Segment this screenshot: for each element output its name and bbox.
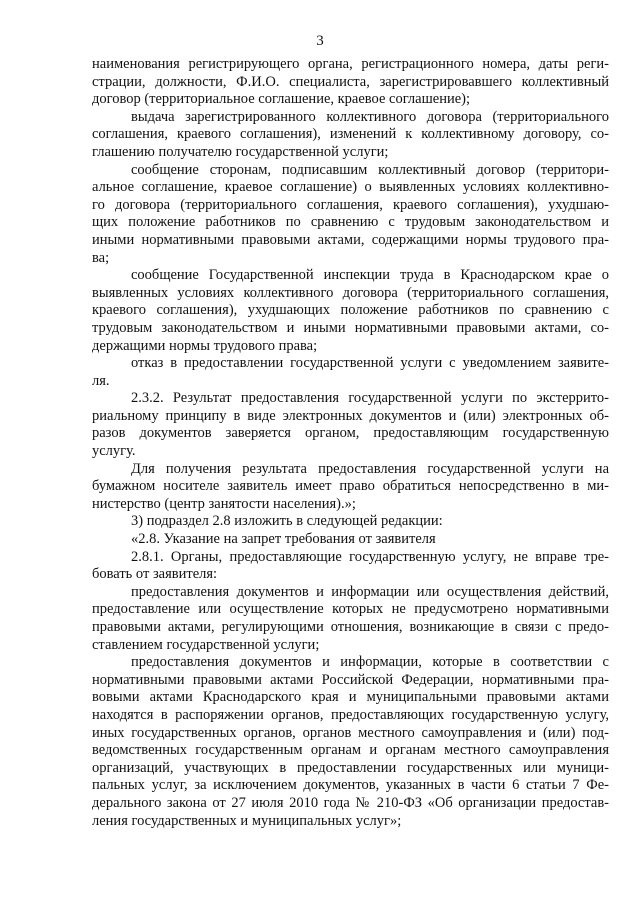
text-line: 3) подраздел 2.8 изложить в следующей редакции:	[131, 513, 443, 530]
text-line: «2.8. Указание на запрет требования от заявителя	[131, 531, 436, 548]
text-line: договор (территориальное соглашение, краевое соглашение);	[92, 91, 471, 108]
text-line: глашению получателю государственной услуги;	[92, 143, 389, 160]
text-line: 2.3.2. Результат предоставления государственной услуги по экстеррито-	[131, 390, 609, 407]
text-line: го договора (территориального соглашения, краевого соглашения), ухудшаю-	[92, 196, 609, 213]
text-line: дерального закона от 27 июля 2010 года № 210-ФЗ «Об организации предостав-	[92, 794, 609, 811]
text-line: ведомственных государственным органам и органам местного самоуправления	[92, 742, 609, 759]
text-line: наименования регистрирующего органа, регистрационного номера, даты реги-	[92, 56, 609, 72]
text-line: ля.	[92, 372, 110, 389]
text-line: услугу.	[92, 443, 136, 460]
document-body	[92, 56, 609, 830]
text-line: сообщение Государственной инспекции труда в Краснодарском крае о	[131, 267, 609, 284]
text-line: соглашения, краевого соглашения), изменений к коллективному договору, со-	[92, 126, 609, 143]
text-line: сообщение сторонам, подписавшим коллективный договор (территори-	[131, 161, 609, 178]
text-line: щих положение работников по сравнению с трудовым законодательством и	[92, 214, 609, 231]
text-line: организаций, участвующих в предоставлении государственных или муници-	[92, 759, 609, 776]
text-line: предоставления документов и информации, которые в соответствии с	[131, 654, 609, 671]
text-line: находятся в распоряжении органов, предоставляющих государственную услугу,	[92, 706, 609, 723]
text-line: иных государственных органов, органов местного самоуправления и (или) под-	[92, 724, 609, 741]
text-line: Для получения результата предоставления государственной услуги на	[131, 460, 609, 477]
text-line: трудовым законодательством и иными нормативными правовыми актами, со-	[92, 319, 609, 336]
text-line: выдача зарегистрированного коллективного договора (территориального	[131, 108, 609, 125]
text-line: альное соглашение, краевое соглашение) о выявленных условиях коллективно-	[92, 179, 609, 196]
text-line: бумажном носителе заявитель имеет право обратиться непосредственно в ми-	[92, 478, 609, 495]
text-line: нистерство (центр занятости населения).»;	[92, 495, 356, 512]
text-line: разов документов заверяется органом, предоставляющим государственную	[92, 425, 609, 442]
text-line: предоставления документов и информации или осуществления действий,	[131, 583, 609, 600]
text-line: краевого соглашения), ухудшающих положение работников по сравнению с	[92, 302, 609, 319]
text-line: ставлением государственной услуги;	[92, 636, 320, 653]
text-line: ления государственных и муниципальных услуг»;	[92, 812, 402, 829]
text-line: ва;	[92, 249, 110, 266]
text-line: иными нормативными правовыми актами, содержащими нормы трудового пра-	[92, 231, 609, 248]
text-line: предоставление или осуществление которых не предусмотрено нормативными	[92, 601, 609, 618]
text-line: выявленных условиях коллективного договора (территориального соглашения,	[92, 284, 609, 301]
text-line: держащими нормы трудового права;	[92, 337, 318, 354]
text-line: правовыми актами, регулирующими отношения, возникающие в связи с предо-	[92, 619, 609, 635]
text-line: риальному принципу в виде электронных документов и (или) электронных об-	[92, 407, 609, 424]
text-line: пальных услуг, за исключением документов, указанных в части 6 статьи 7 Фе-	[92, 777, 609, 794]
text-line: 2.8.1. Органы, предоставляющие государственную услугу, не вправе тре-	[131, 548, 609, 565]
text-line: нормативными правовыми актами Российской Федерации, нормативными пра-	[92, 671, 609, 688]
text-line: страции, должности, Ф.И.О. специалиста, зарегистрировавшего коллективный	[92, 73, 609, 90]
page-number: 3	[316, 33, 324, 49]
text-line: вовыми актами Краснодарского края и муниципальными правовыми актами	[92, 689, 609, 706]
text-line: бовать от заявителя:	[92, 566, 218, 583]
text-line: отказ в предоставлении государственной услуги с уведомлением заявите-	[131, 355, 609, 372]
